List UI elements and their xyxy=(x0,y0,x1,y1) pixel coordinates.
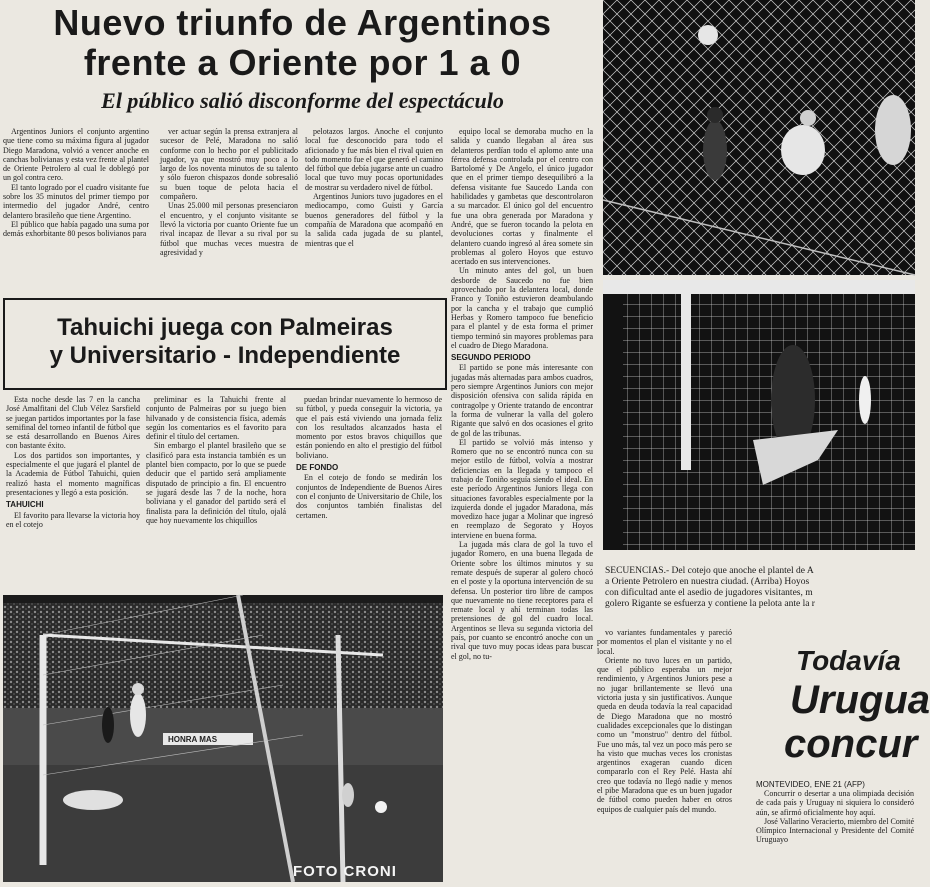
tahuichi-column-2: preliminar es la Tahuichi frente al conjunto de Palmeiras por su juego bien hilvanado y de consistencia física, además según los comentarios es el favorito para definir el título del certamen. Sin embargo el plantel brasileño que se clasificó para esta instancia también es un plantel bien compacto, por lo que se puede deducir que el partido será ampliamente disputado de principio a fin. El encuentro se jugará desde las 7 de la noche, hora boliviana y el ganador del partido será el finalista para la definición del título, ojalá que hoy nuevamente los chiquillos xyxy=(146,395,286,525)
match-photo-top-right-image xyxy=(603,0,915,275)
svg-text:HONRA MAS: HONRA MAS xyxy=(168,735,218,744)
tahuichi-headline-line1: Tahuichi juega con Palmeiras xyxy=(57,314,393,341)
main-column-5: vo variantes fundamentales y pareció por momentos el plan el visitante y no el local. Oriente no tuvo luces en un partido, que el público esperaba un mejor rendimiento, y Argentinos Juniors pese a no jugar brillantemente se llevó una victoria justa y sin justificativos. Aunque queda en deuda todavía la real capacidad de Diego Maradona que no mostró cualidades excepcionales que lo distingan como un "monstruo" dentro del fútbol. Fue uno más, tal vez un poco más pero se ha visto que muchas veces los cronistas argentinos exageran cuando dicen compararlo con el Rey Pelé. Hasta ahí creo que todavía no llegó nadie y menos el pibe Maradona que es un buen jugador de fútbol como pueden haber en otros equipos de cualquier país del mundo. xyxy=(597,628,732,814)
tahuichi-column-3: puedan brindar nuevamente lo hermoso de su fútbol, y pueda conseguir la victoria, ya que el país está viviendo una jornada feliz con los resultados alcanzados hasta el momento por estos bravos chiquillos que están poniendo en alto el prestigio del fútbol boliviano. DE FONDO En el cotejo de fondo se medirán los conjuntos de Independiente de Buenos Aires con el conjunto de Universitario de Chile, los dos conjuntos también finalistas del certamen. xyxy=(296,395,442,520)
uruguay-headline-line1: Todavía xyxy=(796,645,901,676)
match-photo-bottom xyxy=(3,595,443,882)
uruguay-dateline: MONTEVIDEO, ENE 21 (AFP) xyxy=(756,780,865,789)
subhead-tahuichi: TAHUICHI xyxy=(6,500,44,510)
match-photo-middle-right xyxy=(603,280,915,550)
tahuichi-column-1: Esta noche desde las 7 en la cancha José Amalfitani del Club Vélez Sarsfield se juegan partidos importantes por la fase semifinal del torneo infantil de fútbol que se está desarrollando en Buenos Aires con bastante éxito. Los dos partidos son importantes, y especialmente el que jugará el plantel de la Academia de Fútbol Tahuichi, quien realizó hasta el momento magníficas presentaciones y llegó a esta posición. TAHUICHI El favorito para llevarse la victoria hoy en el cotejo xyxy=(6,395,140,529)
photo-caption: SECUENCIAS.- Del cotejo que anoche el plantel de A a Oriente Petrolero en nuestra ciudad. (Arriba) Hoyos con dificultad ante el asedio de jugadores visitantes, m golero Rigante se esfuerza y contiene la pelota ante la r xyxy=(605,566,815,609)
uruguay-headline-line3: concur xyxy=(784,722,918,766)
photo-credit: FOTO CRONI xyxy=(293,863,397,880)
tahuichi-headline-line2: y Universitario - Independiente xyxy=(49,342,401,369)
main-deck: El público salió disconforme del espectáculo xyxy=(101,88,504,113)
subhead-de-fondo: DE FONDO xyxy=(296,463,339,473)
match-photo-top-right xyxy=(603,0,915,275)
subhead-segundo-periodo: SEGUNDO PERIODO xyxy=(451,353,531,363)
uruguay-body: Concurrir o desertar a una olimpiada decisión de cada país y Uruguay ni siquiera lo consideró aún, se afirmó oficialmente hoy aquí. José Vallarino Veracierto, miembro del Comité Olímpico Internacional y Presidente del Comité Uruguayo xyxy=(756,789,914,845)
uruguay-article xyxy=(740,628,930,882)
tahuichi-headline-box xyxy=(3,298,447,390)
main-headline-line1: Nuevo triunfo de Argentinos xyxy=(53,2,552,43)
main-column-2: ver actuar según la prensa extranjera al sucesor de Pelé, Maradona no salió conforme con lo hecho por el publicitado jugador, ya que mostró muy poco a lo largo de los noventa minutos de su talento y sólo fueron chispazos donde sobresalió su buen toque de pelota hacia el compañero. Unas 25.000 mil personas presenciaron el encuentro, y el conjunto visitante se llevó la victoria por cuanto Oriente fue un rival incapaz de llevar a su rival por su fútbol que muchas veces muestra de agresividad y xyxy=(160,127,298,257)
uruguay-headline-line2: Urugua xyxy=(790,678,930,722)
main-column-4: equipo local se demoraba mucho en la salida y cuando llegaban al área sus delanteros perdían todo el aplomo ante una férrea defensa controlada por el centro con Bartolomé y De Angelo, el único jugador que en el primer tiempo desequilibró a la defensa visitante fue Saucedo Landa con habilidades y gambetas que descontrolaron a su marcador. El único gol del encuentro fue una obra generada por Maradona y André, que se fueron tocando la pelota en devoluciones cortas y finalmente el delantero cuando ingresó al área somete sin problemas al golero Hoyos que estuvo acertado en sus intervenciones. Un minuto antes del gol, un buen desborde de Saucedo no fue bien aprovechado por la delantera local, donde Franco y Toniño estuvieron deambulando por la cancha y el trabajo que cumplió Herbas y Romero tampoco fue beneficio para el plantel y de esta forma el primer tiempo terminó sin mayores problemas para el cuadro de Diego Maradona. SEGUNDO PERIODO El partido se pone más interesante con jugadas más alternadas para ambos cuadros, pero siempre Argentinos Juniors con mejor disposición ofensiva con salida rápida en contragolpe y Oriente tratando de encontrar la forma de vulnerar la valla del golero Rigante que salvó en dos ocasiones el grito de gol de las tribunas. El partido se volvió más intenso y Romero que no se encontró nunca con su mejor estilo de fútbol, volvía a mostrar deficiencias en la llegada y tampoco el trabajo de Toniño seguía siendo el ideal. En este período Argentinos Juniors llega con situaciones favorables especialmente por la izquierda donde el jugador Maradona, más movedizo hace jugar a Molinar que ingresó en reemplazo de Segorato y Hoyos interviene en buena forma. La jugada más clara de gol la tuvo el jugador Romero, en una buena llegada de Oriente sobre los últimos minutos y su remate después de superar al golero chocó en el poste y la oportuna intervención de su defensa. Un posterior tiro libre de campos que nuevamente no tiene receptores para el remate local y ahí terminan todas las pretensiones de gol del cuadro local. Argentinos se lleva su segunda victoria del país, por cuanto se encontró anoche con un rival que tuvo muy pocas ideas para buscar el gol, no tu- xyxy=(451,127,593,661)
main-column-3: pelotazos largos. Anoche el conjunto local fue desconocido para todo el aficionado y fue más bien el rival quien en todo momento fue el que generó el camino del fútbol que debía jugarse ante un cuadro local que tuvo muy pocas oportunidades de mostrar su verdadero nivel de fútbol. Argentinos Juniors tuvo jugadores en el mediocampo, como Guisti y García buenos generadores del fútbol y la compañía de Maradona que acompañó en la salida cada jugada de su plantel, mientras que el xyxy=(305,127,443,248)
main-headline-line2: frente a Oriente por 1 a 0 xyxy=(83,42,522,83)
match-photo-middle-right-image xyxy=(603,280,915,550)
main-column-1: Argentinos Juniors el conjunto argentino que tiene como su máxima figura al jugador Diego Maradona, volvió a vencer anoche en canchas bolivianas y esta vez frente al plantel de Oriente Petrolero al cual le doblegó por un gol contra cero. El tanto logrado por el cuadro visitante fue sobre los 35 minutos del primer tiempo por intermedio del jugador André, centro delantero brasileño que tiene Argentino. El público que había pagado una suma por demás exhorbitante 80 pesos bolivianos para xyxy=(3,127,149,239)
match-photo-bottom-image xyxy=(3,595,443,882)
